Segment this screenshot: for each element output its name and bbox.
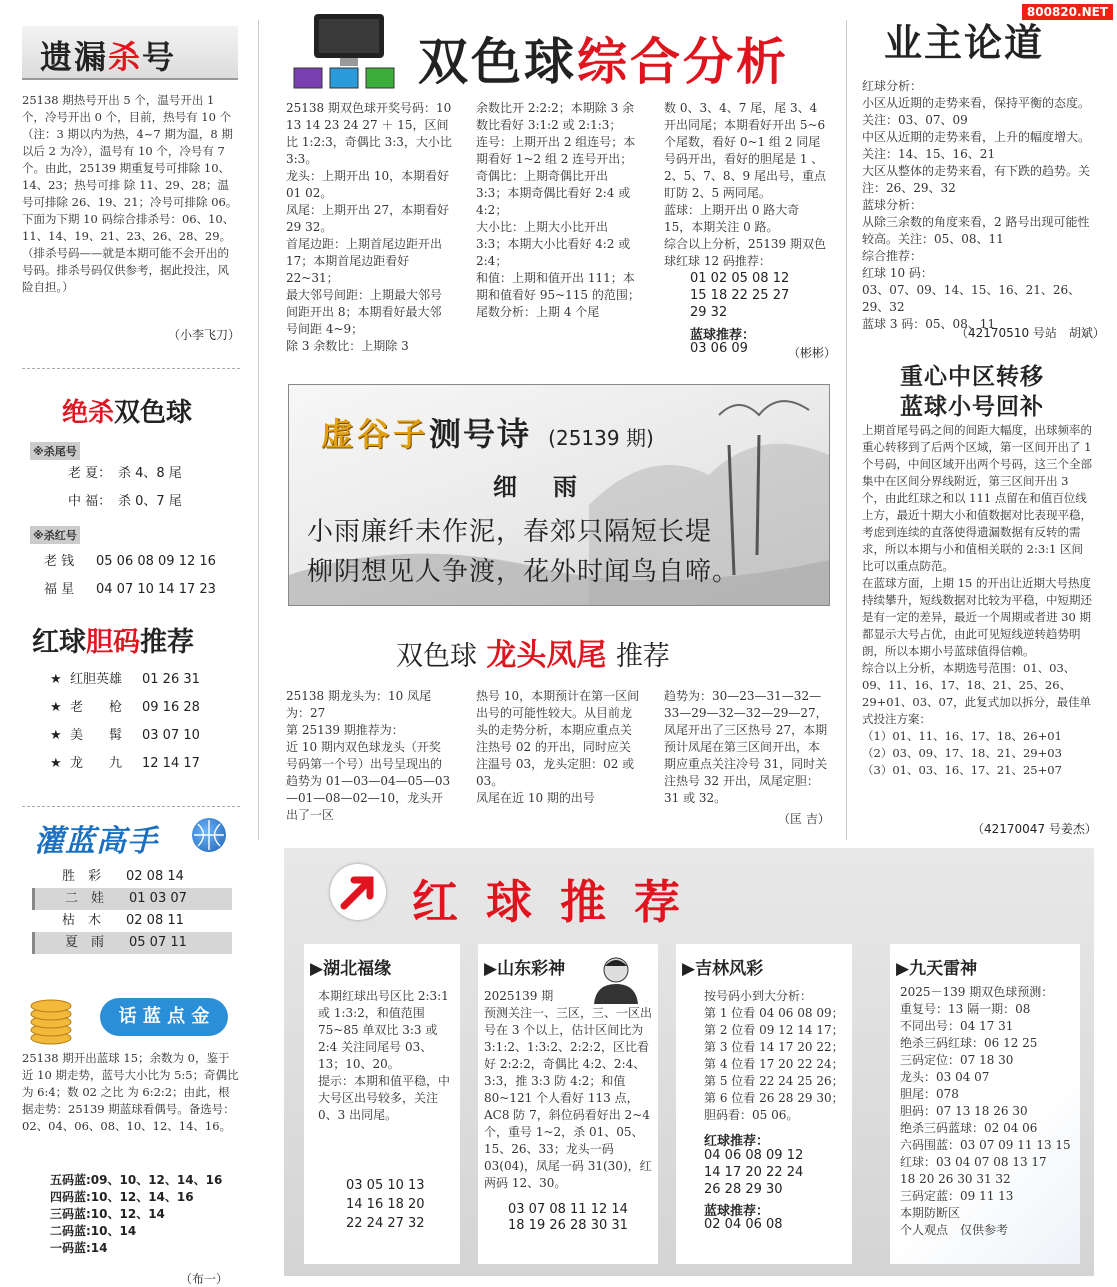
number-line: 03 05 10 13: [346, 1178, 425, 1193]
danma-rows: [50, 666, 200, 778]
tag-kill-red: ※杀红号: [30, 524, 80, 544]
list-item: [32, 888, 232, 910]
item-value: 01 26 31: [142, 672, 200, 687]
blue-code-line: 五码蓝:09、10、12、14、16: [50, 1173, 223, 1187]
number-line: 04 06 08 09 12: [704, 1148, 804, 1163]
poem-name: 细 雨: [493, 473, 583, 501]
analysis-col-1: 25138 期双色球开奖号码：10 13 14 23 24 27 ＋ 15，区间比 1:2:3，奇偶比 3:3，大小比 3:3。 龙头：上期开出 10，本期看好 01 02。 凤尾：上期开出 27，本期看好 29 32。 首尾边距：上期首尾边距开出 17；本期首尾边距看好 22~31； 最大邻号间距：上期最大邻号间距开出 8；本期看好最大邻号间距 4~9； 除 3 余数比：上期除 3: [286, 101, 452, 353]
analysis-col-3: 数 0、3、4、7 尾，尾 3、4 开出同尾；本期看好开出 5~6 个尾数，看好 0~1 组 2 同尾号码开出，看好的胆尾是 1 、2、5、7、8、9 尾出号，重点盯防 2、5 两同尾。 蓝球：上期开出 0 路大奇 15，本期关注 0 路。 综合以上分析，25139 期双色球红球 12 码推荐：: [664, 101, 826, 268]
item-name: 枯 木: [62, 913, 102, 928]
zhongxin-title-1: 重心中区转移: [900, 364, 1044, 390]
longtou-col-1: 25138 期龙头为：10 凤尾为：27 第 25139 期推荐为： 近 10 期内双色球龙头（开奖号码第一个号）出号呈现出的趋势为 01—03—04—05—03—01—08—02—10，龙头开出了一区: [286, 689, 451, 822]
number-line: 14 16 18 20: [346, 1197, 425, 1212]
star-icon: ★: [50, 672, 62, 687]
item-value: 05 06 08 09 12 16: [96, 554, 216, 569]
card-jiutian: [890, 944, 1080, 1264]
main-analysis-title: 双色球综合分析: [418, 33, 789, 91]
longtou-title: 双色球 龙头凤尾 推荐: [396, 638, 670, 673]
list-item: [50, 750, 200, 778]
arrow-icon: [330, 864, 386, 920]
item-value: 02 08 11: [126, 913, 184, 928]
number-line: 22 24 27 32: [346, 1216, 425, 1231]
poem-title: 虚谷子测号诗 (25139 期): [321, 415, 654, 453]
poem-line-1: 小雨廉纤未作泥，春郊只隔短长堤: [307, 517, 713, 547]
item-value: 09 16 28: [142, 700, 200, 715]
card-body: 本期红球出号区比 2:3:1 或 1:3:2，和值范围 75~85 单双比 3:3 或 2:4 关注同尾号 03、13；10、20。 提示：本期和值平稳，中大号区出号较多，关注 0、3 出同尾。: [318, 989, 451, 1122]
analysis-red-numbers: [690, 270, 789, 321]
card-body: 2025－139 期双色球预测： 重复号：13 隔一期：08 不同出号：04 17 31 绝杀三码红球：06 12 25 三码定位：07 18 30 龙头：03 04 07 胆尾：078 胆码：07 13 18 26 30 绝杀三码蓝球：02 04 06 六码围蓝：03 07 09 11 13 15 红球：03 04 07 08 13 17 18 20 26 30 31 32 三码定蓝：09 11 13 本期防断区 个人观点 仅供参考: [900, 985, 1071, 1237]
divider: [22, 806, 240, 807]
blue-code-line: 二码蓝:10、14: [50, 1224, 137, 1238]
danma-title: 红球胆码推荐: [32, 627, 194, 658]
poem-box: [288, 384, 830, 606]
item-value: 03 07 10: [142, 728, 200, 743]
card-jilin: [676, 944, 852, 1264]
item-value: 12 14 17: [142, 756, 200, 771]
item-value: 04 07 10 14 17 23: [96, 582, 216, 597]
item-value: 杀 0、7 尾: [118, 494, 182, 509]
list-item: [32, 910, 232, 932]
item-value: 01 03 07: [129, 891, 187, 906]
analysis-blue-numbers: 03 06 09: [690, 341, 748, 356]
star-icon: ★: [50, 728, 62, 743]
yezhu-title: 业主论道: [884, 21, 1045, 65]
item-name: 红胆英雄: [70, 672, 123, 687]
monitor-icons: [292, 10, 404, 90]
poem-line-2: 柳阴想见人争渡，花外时闻鸟自啼。: [307, 557, 740, 587]
list-item: [44, 548, 216, 576]
longtou-author: （匡 吉）: [778, 812, 830, 826]
item-name: 老 夏：: [68, 466, 112, 481]
item-name: 胜 彩: [62, 869, 102, 884]
item-name: 夏 雨: [65, 935, 105, 950]
star-icon: ★: [50, 756, 62, 771]
hualan-title: 话 蓝 点 金: [100, 998, 228, 1036]
list-item: [32, 932, 232, 954]
list-item: [32, 866, 232, 888]
analysis-blue-label: 蓝球推荐：: [690, 328, 756, 343]
card-hubei: [304, 944, 460, 1264]
item-name: 老 枪: [70, 700, 123, 715]
number-line: 26 28 29 30: [704, 1182, 783, 1197]
guanlan-rows: [32, 866, 232, 954]
card-numbers: [346, 1176, 425, 1233]
blue-code-line: 三码蓝:10、12、14: [50, 1207, 165, 1221]
yilou-author: （小李飞刀）: [167, 328, 240, 342]
list-item: [68, 488, 182, 516]
star-icon: ★: [50, 700, 62, 715]
card-body: 按号码小到大分析： 第 1 位看 04 06 08 09； 第 2 位看 09 12 14 17； 第 3 位看 14 17 20 22； 第 4 位看 17 20 22 24； 第 5 位看 22 24 25 26； 第 6 位看 26 28 29 30； 胆码看：05 06。: [704, 989, 844, 1122]
card-red-label: 红球推荐：: [704, 1134, 770, 1149]
item-name: 中 福：: [68, 494, 112, 509]
right-column-rule: [846, 20, 847, 840]
hualan-author: （布一）: [179, 1272, 228, 1286]
item-value: 02 08 14: [126, 869, 184, 884]
number-line: 03 07 08 11 12 14: [508, 1202, 628, 1217]
zhongxin-body: 上期首尾号码之间的间距大幅度，出球频率的重心转移到了后两个区域，第一区间开出了 1 个号码，中间区域开出两个号码，这三个全部集中在区间分界线附近，第三区间开出 3 个，由此红球之和以 111 点留在和值百位线上方，最近十期大小和值数据对比表现平稳，考虑到连续的直落使得遗漏数据有反转的需求，所以本期与小和值相关联的 2:3:1 区间比可以重点防范。 在蓝球方面，上期 15 的开出让近期大号热度持续攀升，短线数据对比较为平稳，中短期还是有一定的差异，最近一个周期或者进 30 期都显示大号占优，由此可见短线逆转趋势明朗，所以本期小号蓝球值得信赖。 综合以上分析，本期选号范围：01、03、09、11、16、17、18、21、25、26、29+01、03、07，此复式加以拆分，最佳单式投注方案： （1）01、11、16、17、18、26+01 （2）03、09、17、18、21、29+03 （3）01、03、16、17、21、25+07: [862, 423, 1092, 777]
card-numbers: [704, 1147, 803, 1198]
item-name: 龙 九: [70, 756, 123, 771]
item-name: 老 钱: [44, 554, 75, 569]
list-item: [50, 722, 200, 750]
zhongxin-author: （42170047 号姜杰）: [972, 822, 1097, 836]
item-value: 05 07 11: [129, 935, 187, 950]
card-blue-numbers: 02 04 06 08: [704, 1217, 783, 1232]
card-blue-label: 蓝球推荐：: [704, 1204, 770, 1219]
hualan-lines: [50, 1172, 222, 1257]
basketball-icon: [192, 818, 226, 852]
column-rule: [258, 20, 259, 840]
site-watermark: 800820.NET: [1022, 4, 1113, 20]
list-item: [68, 460, 182, 488]
list-item: [50, 666, 200, 694]
list-item: [50, 694, 200, 722]
kill-tail-rows: [68, 460, 182, 516]
item-value: 杀 4、8 尾: [118, 466, 182, 481]
coins-icon: [26, 994, 76, 1046]
card-head: ▶湖北福缘: [310, 959, 392, 979]
longtou-col-3: 趋势为：30—23—31—32—33—29—32—32—29—27，凤尾开出了三区热号 27，本期预计凤尾在第三区间开出，本期应重点关注冷号 31，同时关注热号 32 开出，凤尾定胆：31 或 32。: [664, 689, 828, 805]
blue-code-line: 四码蓝:10、12、14、16: [50, 1190, 194, 1204]
hongqiu-panel: [284, 848, 1094, 1276]
list-item: [44, 576, 216, 604]
card-head: ▶山东彩神: [484, 959, 566, 979]
analysis-col-2: 余数比开 2:2:2；本期除 3 余数比看好 3:1:2 或 2:1:3； 连号：上期开出 2 组连号；本期看好 1~2 组 2 连号开出； 奇偶比：上期奇偶比开出 3:3；本期奇偶比看好 2:4 或 4:2； 大小比：上期大小比开出 3:3；本期大小比看好 4:2 或 2:4； 和值：上期和值开出 111；本期和值看好 95~115 的范围； 尾数分析：上期 4 个尾: [476, 101, 640, 319]
card-body: 2025139 期 预测关注一、三区，三、一区出号在 3 个以上，估计区间比为 3:1:2、1:3:2、2:2:2，区比看好 2:2:2，奇偶比 4:2、2:4、3:3，推 3:3 防 4:2；和值 80~121 个人看好 113 点，AC8 防 7，斜位码看好出 2~4 个，重号 1~2，杀 01、05、15、26、33；龙头一码 03(04)，凤尾一码 31(30)，红两码 12、30。: [484, 989, 653, 1190]
juesha-title: 绝杀双色球: [62, 398, 193, 428]
blue-code-line: 一码蓝:14: [50, 1241, 108, 1255]
item-name: 美 髯: [70, 728, 123, 743]
tag-kill-tail: ※杀尾号: [30, 440, 80, 460]
longtou-col-2: 热号 10，本期预计在第一区间出号的可能性较大。从目前龙头的走势分析，本期应重点关注热号 02 的开出，同时应关注温号 03，龙头定胆：02 或 03。 凤尾在近 10 期的出号: [476, 689, 640, 805]
hualan-body: 25138 期开出蓝球 15；余数为 0，鉴于近 10 期走势，蓝号大小比为 5:5；奇偶比为 6:4；数 02 之比 为 6:2:2；由此，根据走势：25139 期蓝球看偶号。备选号：02、04、06、08、10、12、14、16。: [22, 1051, 239, 1133]
divider: [22, 368, 240, 370]
number-line: 18 19 26 28 30 31: [508, 1218, 628, 1233]
zhongxin-title-2: 蓝球小号回补: [900, 394, 1044, 420]
card-numbers: [508, 1202, 628, 1234]
number-line: 15 18 22 25 27: [690, 288, 790, 303]
item-name: 二 娃: [65, 891, 105, 906]
left-column: [22, 20, 244, 1286]
card-head: ▶吉林风彩: [682, 959, 764, 979]
number-line: 29 32: [690, 305, 728, 320]
yilou-title: 遗漏杀号: [22, 26, 238, 80]
hongqiu-title: 红 球 推 荐: [412, 875, 687, 929]
yezhu-body: 红球分析： 小区从近期的走势来看，保持平衡的态度。关注：03、07、09 中区从近期的走势来看，上升的幅度增大。关注：14、15、16、21 大区从整体的走势来看，有下跌的趋势。关注：26、29、32 蓝球分析： 从除三余数的角度来看，2 路号出现可能性较高。关注：05、08、11 综合推荐： 红球 10 码： 03、07、09、14、15、16、21、26、29、32 蓝球 3 码：05、08、11: [862, 79, 1091, 331]
number-line: 14 17 20 22 24: [704, 1165, 804, 1180]
yilou-body: 25138 期热号开出 5 个，温号开出 1 个，冷号开出 0 个，目前，热号有 10 个（注：3 期以内为热，4~7 期为温，8 期以后 2 为冷），温号有 10 个，冷号有 7 个。由此，25139 期重复号可排除 10、14、23；热号可排 除 11、29、28；温号可排除 26、19、21；冷号可排除 06。 下面为下期 10 码综合排杀号：06、10、11、14、19、21、23、26、28、29。 （排杀号码——就是本期可能不会开出的号码。排杀号码仅供参考，据此投注，风险自担。）: [22, 93, 238, 294]
guanlan-title: 灌蓝高手: [34, 824, 158, 859]
card-shandong: [478, 944, 658, 1264]
number-line: 01 02 05 08 12: [690, 271, 790, 286]
analysis-author: （彬彬）: [788, 346, 837, 360]
item-name: 福 星: [44, 582, 75, 597]
yezhu-author: （42170510 号站 胡斌）: [956, 326, 1105, 340]
card-head: ▶九天雷神: [896, 959, 978, 979]
kill-red-rows: [44, 548, 216, 604]
